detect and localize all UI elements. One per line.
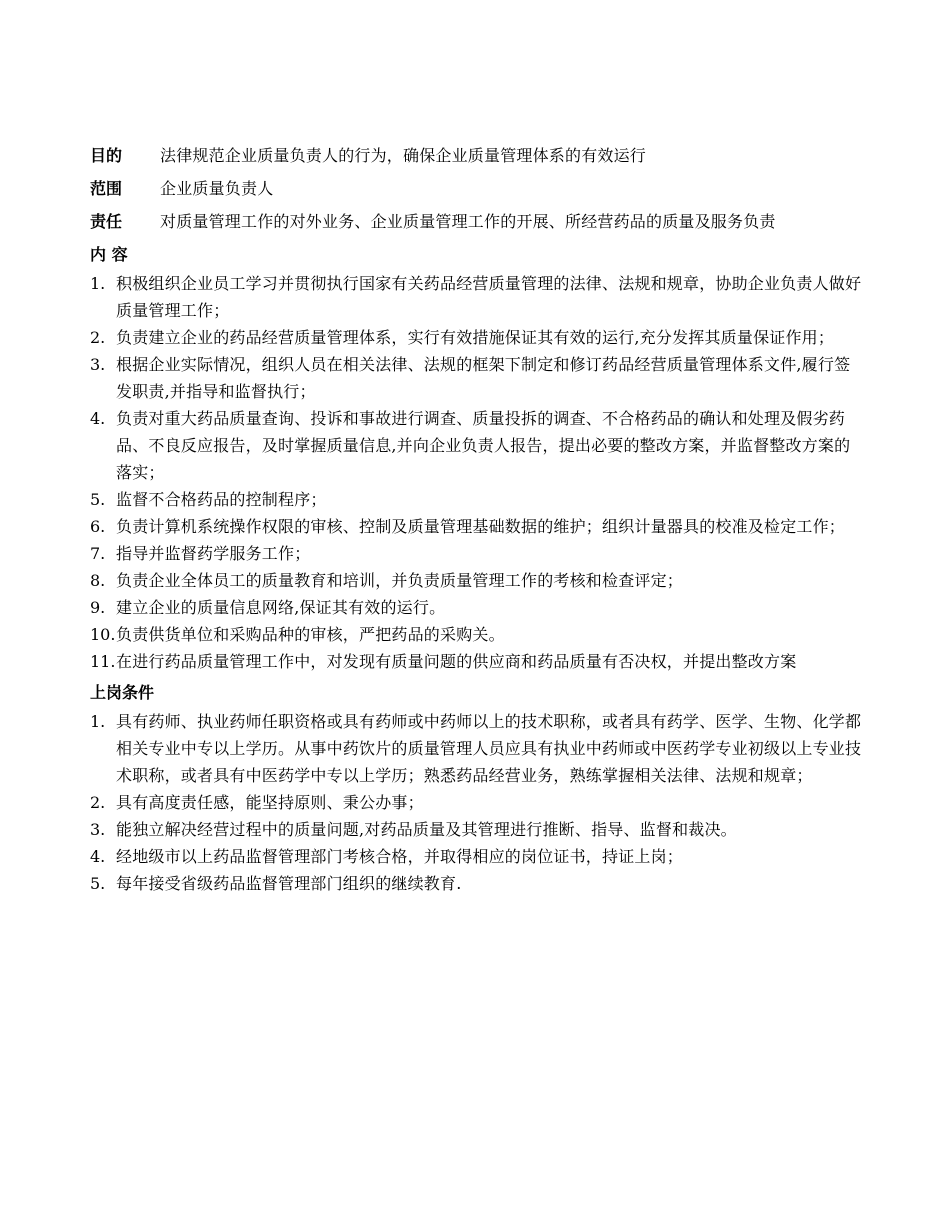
item-text: 具有高度责任感，能坚持原则、秉公办事； [116, 793, 424, 812]
list-item [90, 870, 865, 897]
scope-label: 范围 [90, 179, 123, 198]
item-number: 2. [90, 328, 106, 347]
list-item [90, 648, 865, 675]
item-number: 2. [90, 793, 106, 812]
item-text: 负责建立企业的药品经营质量管理体系，实行有效措施保证其有效的运行,充分发挥其质量保证作用； [116, 328, 835, 347]
list-item [90, 708, 865, 789]
purpose-field [90, 142, 865, 169]
list-item [90, 843, 865, 870]
item-number: 4. [90, 409, 106, 428]
list-item [90, 513, 865, 540]
purpose-label: 目的 [90, 146, 123, 165]
item-text: 负责企业全体员工的质量教育和培训，并负责质量管理工作的考核和检查评定； [116, 571, 684, 590]
item-number: 5. [90, 874, 106, 893]
list-item [90, 405, 865, 486]
item-text: 每年接受省级药品监督管理部门组织的继续教育. [116, 874, 462, 893]
item-text: 建立企业的质量信息网络,保证其有效的运行。 [116, 598, 446, 617]
purpose-value: 法律规范企业质量负责人的行为，确保企业质量管理体系的有效运行 [160, 146, 647, 165]
item-number: 4. [90, 847, 106, 866]
list-item [90, 567, 865, 594]
item-text: 监督不合格药品的控制程序； [116, 490, 327, 509]
requirements-list [90, 708, 865, 897]
item-number: 1. [90, 712, 106, 731]
item-text: 负责计算机系统操作权限的审核、控制及质量管理基础数据的维护；组织计量器具的校准及检定工作； [116, 517, 846, 536]
item-number: 11. [90, 652, 116, 671]
item-number: 7. [90, 544, 106, 563]
item-number: 10. [90, 625, 116, 644]
scope-value: 企业质量负责人 [160, 179, 274, 198]
list-item [90, 594, 865, 621]
requirements-section-title: 上岗条件 [90, 683, 155, 702]
item-text: 负责对重大药品质量查询、投诉和事故进行调查、质量投拆的调查、不合格药品的确认和处理及假劣药品、不良反应报告，及时掌握质量信息,并向企业负责人报告，提出必要的整改方案，并监督整改方案的落实； [116, 409, 851, 482]
item-text: 积极组织企业员工学习并贯彻执行国家有关药品经营质量管理的法律、法规和规章，协助企业负责人做好质量管理工作； [116, 274, 862, 320]
responsibility-field [90, 208, 865, 235]
scope-field [90, 175, 865, 202]
item-number: 3. [90, 820, 106, 839]
list-item [90, 789, 865, 816]
content-list [90, 270, 865, 675]
list-item [90, 540, 865, 567]
responsibility-value: 对质量管理工作的对外业务、企业质量管理工作的开展、所经营药品的质量及服务负责 [160, 212, 776, 231]
item-number: 9. [90, 598, 106, 617]
item-text: 在进行药品质量管理工作中，对发现有质量问题的供应商和药品质量有否决权，并提出整改方案 [116, 652, 797, 671]
item-text: 根据企业实际情况，组织人员在相关法律、法规的框架下制定和修订药品经营质量管理体系文件,履行签发职责,并指导和监督执行； [116, 355, 851, 401]
list-item [90, 486, 865, 513]
item-text: 负责供货单位和采购品种的审核，严把药品的采购关。 [116, 625, 505, 644]
document-body [90, 142, 865, 897]
list-item [90, 324, 865, 351]
item-number: 8. [90, 571, 106, 590]
item-text: 具有药师、执业药师任职资格或具有药师或中药师以上的技术职称，或者具有药学、医学、生物、化学都相关专业中专以上学历。从事中药饮片的质量管理人员应具有执业中药师或中医药学专业初级以上专业技术职称，或者具有中医药学中专以上学历；熟悉药品经营业务，熟练掌握相关法律、法规和规章； [116, 712, 862, 785]
item-text: 能独立解决经营过程中的质量问题,对药品质量及其管理进行推断、指导、监督和裁决。 [116, 820, 737, 839]
item-number: 5. [90, 490, 106, 509]
item-text: 经地级市以上药品监督管理部门考核合格，并取得相应的岗位证书，持证上岗； [116, 847, 684, 866]
item-number: 3. [90, 355, 106, 374]
item-text: 指导并监督药学服务工作； [116, 544, 311, 563]
list-item [90, 270, 865, 324]
responsibility-label: 责任 [90, 212, 123, 231]
content-section-title: 内 容 [90, 245, 128, 264]
list-item [90, 351, 865, 405]
list-item [90, 621, 865, 648]
item-number: 1. [90, 274, 106, 293]
item-number: 6. [90, 517, 106, 536]
list-item [90, 816, 865, 843]
